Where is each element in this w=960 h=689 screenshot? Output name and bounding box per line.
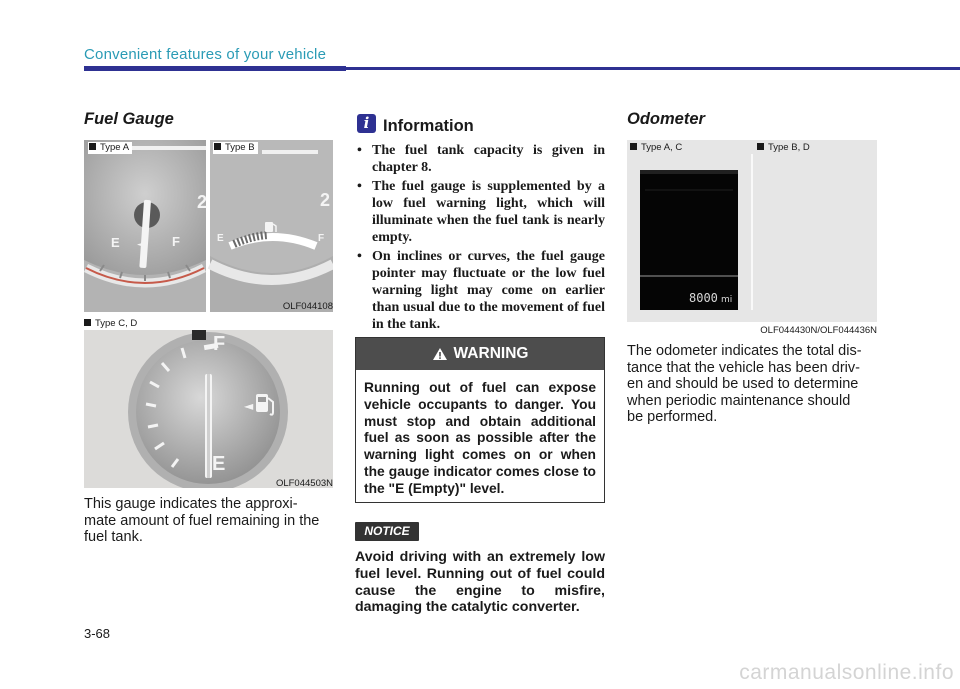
type-cd-label: Type C, D xyxy=(84,318,137,329)
notice-badge: NOTICE xyxy=(355,522,419,541)
information-bullet: • The fuel tank capacity is given in chapter 8. xyxy=(355,142,605,176)
odometer-illustration xyxy=(627,140,877,322)
fuel-gauge-illustration-ab xyxy=(84,140,333,312)
svg-text:◄: ◄ xyxy=(244,399,254,413)
warning-header xyxy=(356,338,604,370)
type-b-label: Type B xyxy=(213,142,258,154)
page-number: 3-68 xyxy=(84,626,111,641)
warning-title: WARNING xyxy=(453,345,529,362)
warning-body: Running out of fuel can expose vehicle occupants to danger. You must stop and obtain additional fuel as soon as possible after the warning light comes on or when the gauge indicator comes close to the "E (Empty)" level. xyxy=(364,380,596,496)
fuel-gauge-figure-type-ab xyxy=(84,140,333,312)
information-bullet: • On inclines or curves, the fuel gauge pointer may fluctuate or the low fuel warning light may come on earlier than usual due to the movement of fuel in the tank. xyxy=(355,248,605,333)
info-icon: i xyxy=(357,114,376,133)
type-b-full-letter: F xyxy=(318,233,325,244)
odometer-figure-code: OLF044430N/OLF044436N xyxy=(760,325,877,336)
odometer-display-value: 8000 xyxy=(689,291,718,305)
warning-triangle-icon xyxy=(432,347,448,361)
odometer-description: The odometer indicates the total dis- tance that the vehicle has been driv- en and should be used to determine when periodic maintenance should be performed. xyxy=(627,343,862,425)
figure-code-bottom: OLF044503N xyxy=(275,478,333,489)
svg-text:◄: ◄ xyxy=(137,240,144,250)
type-cd-empty-letter: E xyxy=(212,453,226,475)
type-ac-label: Type A, C xyxy=(630,142,682,153)
information-bullets xyxy=(355,142,605,335)
type-b-scale-mark: 2 xyxy=(320,190,331,210)
notice-body: Avoid driving with an extremely low fuel level. Running out of fuel could cause the engine to misfire, damaging the catalytic converter. xyxy=(355,549,605,616)
type-a-full-letter: F xyxy=(172,234,180,249)
section-title: Convenient features of your vehicle xyxy=(84,46,327,63)
odometer-figure xyxy=(627,140,877,322)
information-title: Information xyxy=(383,117,474,135)
type-cd-full-letter: F xyxy=(213,333,226,355)
type-a-scale-mark: 2 xyxy=(197,192,208,212)
figure-code-top: OLF044108 xyxy=(282,301,333,312)
type-a-empty-letter: E xyxy=(111,235,120,250)
information-bullet: • The fuel gauge is supplemented by a low fuel warning light, which will illuminate when the fuel tank is nearly empty. xyxy=(355,178,605,246)
type-a-label: Type A xyxy=(88,142,132,154)
odometer-heading: Odometer xyxy=(627,110,705,128)
fuel-gauge-description: This gauge indicates the approxi- mate amount of fuel remaining in the fuel tank. xyxy=(84,496,320,545)
header-rule xyxy=(84,67,960,70)
fuel-gauge-illustration-cd xyxy=(84,330,333,488)
type-bd-label: Type B, D xyxy=(757,142,810,153)
type-b-empty-letter: E xyxy=(217,233,224,244)
warning-box xyxy=(355,337,605,503)
fuel-gauge-figure-type-cd xyxy=(84,330,333,488)
watermark: carmanualsonline.info xyxy=(739,661,954,684)
fuel-gauge-heading: Fuel Gauge xyxy=(84,110,174,128)
odometer-display-unit: mi xyxy=(721,295,733,305)
